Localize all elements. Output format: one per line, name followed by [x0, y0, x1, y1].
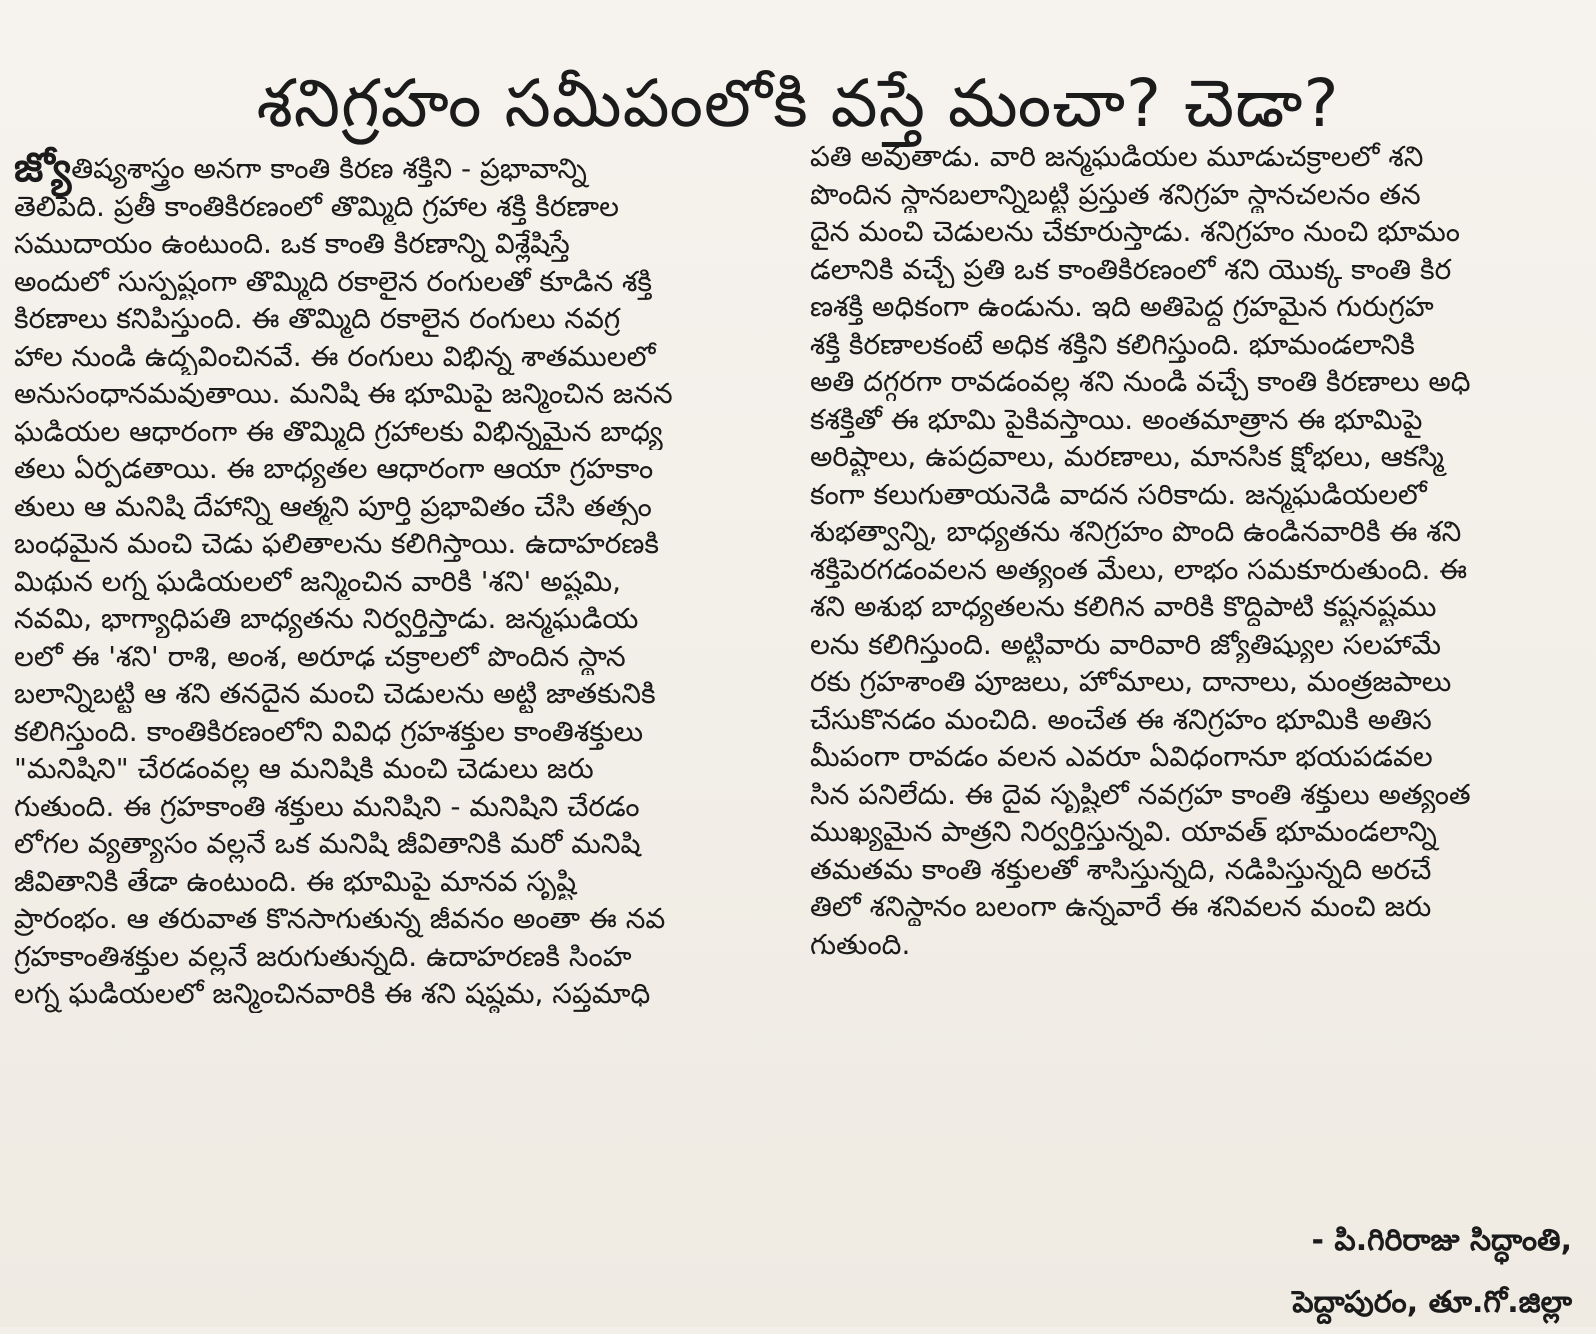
article-line: తమతమ కాంతి శక్తులతో శాసిస్తున్నది, నడిపిస్తున్నది అరచే: [810, 852, 1432, 886]
article-line: శుభత్వాన్ని, బాధ్యతను శనిగ్రహం పొంది ఉండినవారికి ఈ శని: [810, 515, 1462, 548]
article-line: కిరణాలు కనిపిస్తుంది. ఈ తొమ్మిది రకాలైన రంగులు నవగ్ర: [14, 302, 621, 335]
byline: [1292, 1210, 1572, 1334]
article-line: శని అశుభ బాధ్యతలను కలిగిన వారికి కొద్దిపాటి కష్టనష్టము: [810, 590, 1437, 623]
article-line: అందులో సుస్పష్టంగా తొమ్మిది రకాలైన రంగులతో కూడిన శక్తి: [14, 264, 653, 298]
article-line: సిన పనిలేదు. ఈ దైవ సృష్టిలో నవగ్రహ కాంతి శక్తులు అత్యంత: [810, 777, 1471, 811]
article-line: లగ్న ఘడియలలో జన్మించినవారికి ఈ శని షష్ఠమ, సప్తమాధి: [14, 977, 651, 1010]
article-line: తలు ఏర్పడతాయి. ఈ బాధ్యతల ఆధారంగా ఆయా గ్రహకాం: [14, 452, 654, 485]
dropcap: జ్యో: [14, 145, 72, 191]
article-line: ముఖ్యమైన పాత్రని నిర్వర్తిస్తున్నవి. యావత్ భూమండలాన్ని: [810, 815, 1437, 848]
article-line: గుతుంది.: [810, 927, 911, 961]
article-line: బంధమైన మంచి చెడు ఫలితాలను కలిగిస్తాయి. ఉదాహరణకి: [14, 527, 660, 560]
article-first-line: [14, 145, 786, 191]
headline: శనిగ్రహం సమీపంలోకి వస్తే మంచా? చెడా?: [256, 65, 1340, 143]
article-line: ప్రారంభం. ఆ తరువాత కొనసాగుతున్న జీవనం అంతా ఈ నవ: [14, 902, 666, 935]
article-line: తులు ఆ మనిషి దేహాన్ని ఆత్మని పూర్తి ప్రభావితం చేసి తత్సం: [14, 489, 652, 523]
article-line: బలాన్నిబట్టి ఆ శని తనదైన మంచి చెడులను అట్టి జాతకునికి: [14, 677, 656, 710]
article-line: అరిష్టాలు, ఉపద్రవాలు, మరణాలు, మానసిక క్షోభలు, ఆకస్మి: [810, 440, 1444, 473]
article-line: చేసుకొనడం మంచిది. అంచేత ఈ శనిగ్రహం భూమికి అతిస: [810, 702, 1432, 736]
article-line: గుతుంది. ఈ గ్రహకాంతి శక్తులు మనిషిని - మనిషిని చేరడం: [14, 789, 640, 823]
article-line: సముదాయం ఉంటుంది. ఒక కాంతి కిరణాన్ని విశ్లేషిస్తే: [14, 227, 570, 260]
article-line: ణశక్తి అధికంగా ఉండును. ఇది అతిపెద్ద గ్రహమైన గురుగ్రహ: [810, 290, 1434, 323]
article-line: గ్రహకాంతిశక్తుల వల్లనే జరుగుతున్నది. ఉదాహరణకి సింహ: [14, 939, 632, 973]
article-line: కలిగిస్తుంది. కాంతికిరణంలోని వివిధ గ్రహశక్తుల కాంతిశక్తులు: [14, 714, 644, 748]
article-line: అతి దగ్గరగా రావడంవల్ల శని నుండి వచ్చే కాంతి కిరణాలు అధి: [810, 365, 1471, 398]
article-line: నవమి, భాగ్యాధిపతి బాధ్యతను నిర్వర్తిస్తాడు. జన్మఘడియ: [14, 602, 639, 635]
article-line: రకు గ్రహశాంతి పూజలు, హోమాలు, దానాలు, మంత్రజపాలు: [810, 665, 1452, 698]
article-line: ఘడియల ఆధారంగా ఈ తొమ్మిది గ్రహాలకు విభిన్నమైన బాధ్య: [14, 414, 663, 448]
article-line: కంగా కలుగుతాయనెడి వాదన సరికాదు. జన్మఘడియలలో: [810, 477, 1427, 511]
article-line: జీవితానికి తేడా ఉంటుంది. ఈ భూమిపై మానవ సృష్టి: [14, 864, 577, 898]
article-column-right: [810, 138, 1590, 963]
article-line: కశక్తితో ఈ భూమి పైకివస్తాయి. అంతమాత్రాన ఈ భూమిపై: [810, 402, 1423, 436]
article-line: మీపంగా రావడం వలన ఎవరూ ఏవిధంగానూ భయపడవల: [810, 740, 1433, 773]
article-line: శక్తిపెరగడంవలన అత్యంత మేలు, లాభం సమకూరుతుంది. ఈ: [810, 552, 1468, 586]
article-line: మిథున లగ్న ఘడియలలో జన్మించిన వారికి 'శని' అష్టమి,: [14, 564, 622, 598]
article-line: తిష్యశాస్త్రం అనగా కాంతి కిరణ శక్తిని - ప్రభావాన్ని: [71, 152, 587, 185]
article-line: శక్తి కిరణాలకంటే అధిక శక్తిని కలిగిస్తుంది. భూమండలానికి: [810, 327, 1415, 361]
article-line: లోగల వ్యత్యాసం వల్లనే ఒక మనిషి జీవితానికి మరో మనిషి: [14, 827, 641, 860]
article-line: పొందిన స్థానబలాన్నిబట్టి ప్రస్తుత శనిగ్రహ స్థానచలనం తన: [810, 177, 1421, 211]
article-column-left: [14, 145, 786, 1013]
article-line: పతి అవుతాడు. వారి జన్మఘడియల మూడుచక్రాలలో శని: [810, 140, 1424, 173]
article-line: లను కలిగిస్తుంది. అట్టివారు వారివారి జ్యోతిష్యుల సలహామే: [810, 627, 1441, 661]
article-line: "మనిషిని" చేరడంవల్ల ఆ మనిషికి మంచి చెడులు జరు: [14, 752, 594, 785]
article-line: డలానికి వచ్చే ప్రతి ఒక కాంతికిరణంలో శని యొక్క కాంతి కిర: [810, 252, 1452, 286]
article-line: తిలో శనిస్థానం బలంగా ఉన్నవారే ఈ శనివలన మంచి జరు: [810, 890, 1432, 923]
article-line: హాల నుండి ఉద్భవించినవే. ఈ రంగులు విభిన్న శాతములలో: [14, 339, 656, 373]
article-line: లలో ఈ 'శని' రాశి, అంశ, అరూఢ చక్రాలలో పొందిన స్థాన: [14, 639, 626, 673]
author-place: పెద్దాపురం, తూ.గో.జిల్లా: [1292, 1285, 1572, 1320]
article-line: దైన మంచి చెడులను చేకూరుస్తాడు. శనిగ్రహం నుంచి భూమం: [810, 215, 1460, 248]
author-name: - పి.గిరిరాజు సిద్ధాంతి,: [1311, 1223, 1572, 1258]
article-line: తెలిపేది. ప్రతీ కాంతికిరణంలో తొమ్మిది గ్రహాల శక్తి కిరణాల: [14, 189, 619, 223]
article-line: అనుసంధానమవుతాయి. మనిషి ఈ భూమిపై జన్మించిన జనన: [14, 377, 673, 410]
